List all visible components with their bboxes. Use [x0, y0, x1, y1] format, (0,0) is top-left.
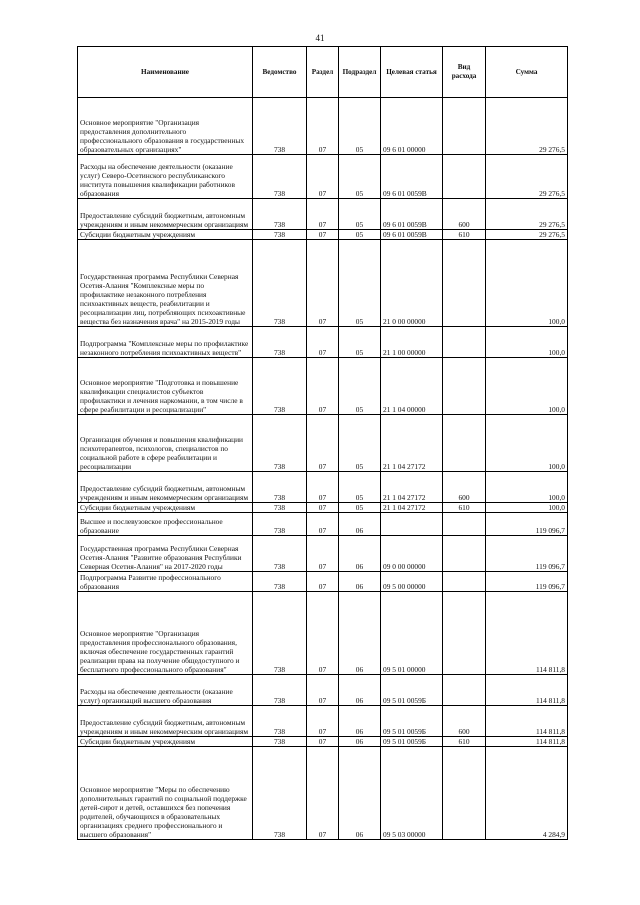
- row-vedomstvo: 738: [253, 199, 307, 230]
- row-vedomstvo: 738: [253, 706, 307, 737]
- row-razdel: 07: [307, 155, 339, 199]
- row-name: Подпрограмма "Комплексные меры по профилактике незаконного потребления психоактивных веществ": [78, 327, 253, 358]
- row-celevaya-statya: 09 6 01 0059В: [381, 230, 443, 240]
- row-celevaya-statya: [381, 513, 443, 536]
- row-name: Государственная программа Республики Северная Осетия-Алания "Комплексные меры по профилактике незаконного потребления психоактивных веществ, реабилитации и ресоциализации лиц, потребляющих психоактивные вещества без назначения врача" на 2015-2019 годы: [78, 240, 253, 327]
- row-razdel: 07: [307, 675, 339, 706]
- budget-table: [77, 46, 568, 840]
- row-celevaya-statya: 09 0 00 00000: [381, 536, 443, 572]
- table-row: [78, 327, 568, 358]
- row-name: Основное мероприятие "Организация предоставления профессионального образования, включая обеспечение государственных гарантий реализации права на получение общедоступного и бесплатного профессионального образования": [78, 592, 253, 675]
- row-vid-raskhoda: [443, 415, 486, 472]
- row-summa: 114 811,8: [486, 592, 568, 675]
- row-vid-raskhoda: 600: [443, 199, 486, 230]
- row-summa: 114 811,8: [486, 675, 568, 706]
- row-name: Субсидии бюджетным учреждениям: [78, 503, 253, 513]
- row-vid-raskhoda: 610: [443, 503, 486, 513]
- table-row: [78, 155, 568, 199]
- row-vid-raskhoda: [443, 240, 486, 327]
- row-vedomstvo: 738: [253, 240, 307, 327]
- header-vedomstvo: Ведомство: [253, 47, 307, 98]
- row-summa: 100,0: [486, 240, 568, 327]
- row-vid-raskhoda: [443, 747, 486, 840]
- row-summa: 119 096,7: [486, 513, 568, 536]
- row-celevaya-statya: 09 5 01 00000: [381, 592, 443, 675]
- row-name: Расходы на обеспечение деятельности (оказание услуг) Северо-Осетинского республиканского института повышения квалификации работников образования: [78, 155, 253, 199]
- row-vid-raskhoda: [443, 572, 486, 592]
- header-celevaya-statya: Целевая статья: [381, 47, 443, 98]
- row-podrazdel: 05: [339, 358, 381, 415]
- row-podrazdel: 05: [339, 503, 381, 513]
- row-celevaya-statya: 21 1 04 27172: [381, 472, 443, 503]
- table-row: [78, 503, 568, 513]
- row-razdel: 07: [307, 503, 339, 513]
- row-vedomstvo: 738: [253, 747, 307, 840]
- row-vedomstvo: 738: [253, 98, 307, 155]
- header-summa: Сумма: [486, 47, 568, 98]
- row-name: Субсидии бюджетным учреждениям: [78, 737, 253, 747]
- row-summa: 29 276,5: [486, 230, 568, 240]
- row-vid-raskhoda: [443, 327, 486, 358]
- row-summa: 100,0: [486, 472, 568, 503]
- row-name: Предоставление субсидий бюджетным, автономным учреждениям и иным некоммерческим организациям: [78, 472, 253, 503]
- row-razdel: 07: [307, 706, 339, 737]
- table-row: [78, 472, 568, 503]
- row-name: Основное мероприятие "Организация предоставления дополнительного профессионального образования в государственных образовательных организациях": [78, 98, 253, 155]
- row-podrazdel: 06: [339, 513, 381, 536]
- table-row: [78, 98, 568, 155]
- table-row: [78, 706, 568, 737]
- row-podrazdel: 06: [339, 592, 381, 675]
- table-body: [78, 98, 568, 840]
- row-razdel: 07: [307, 536, 339, 572]
- row-podrazdel: 06: [339, 737, 381, 747]
- header-razdel: Раздел: [307, 47, 339, 98]
- row-podrazdel: 05: [339, 199, 381, 230]
- row-vedomstvo: 738: [253, 327, 307, 358]
- row-vid-raskhoda: [443, 592, 486, 675]
- row-summa: 114 811,8: [486, 706, 568, 737]
- row-celevaya-statya: 21 1 04 27172: [381, 503, 443, 513]
- header-podrazdel: Подраздел: [339, 47, 381, 98]
- row-podrazdel: 05: [339, 327, 381, 358]
- table-row: [78, 415, 568, 472]
- row-summa: 100,0: [486, 358, 568, 415]
- row-vedomstvo: 738: [253, 513, 307, 536]
- row-razdel: 07: [307, 592, 339, 675]
- row-vedomstvo: 738: [253, 503, 307, 513]
- row-vid-raskhoda: 610: [443, 737, 486, 747]
- row-celevaya-statya: 09 6 01 0059В: [381, 155, 443, 199]
- row-celevaya-statya: 21 1 04 00000: [381, 358, 443, 415]
- row-name: Основное мероприятие "Подготовка и повышение квалификации специалистов субъектов профилактики и лечения наркомании, в том числе в сфере реабилитации и ресоциализации": [78, 358, 253, 415]
- row-celevaya-statya: 21 1 00 00000: [381, 327, 443, 358]
- table-row: [78, 199, 568, 230]
- row-podrazdel: 06: [339, 706, 381, 737]
- row-celevaya-statya: 09 5 00 00000: [381, 572, 443, 592]
- row-name: Высшее и послевузовское профессиональное образование: [78, 513, 253, 536]
- row-summa: 114 811,8: [486, 737, 568, 747]
- table-row: [78, 240, 568, 327]
- row-name: Подпрограмма Развитие профессионального образования: [78, 572, 253, 592]
- table-row: [78, 747, 568, 840]
- row-celevaya-statya: 21 1 04 27172: [381, 415, 443, 472]
- row-name: Основное мероприятие "Меры по обеспечению дополнительных гарантий по социальной поддержке детей-сирот и детей, оставшихся без попечения родителей, обучающихся в образовательных организациях среднего профессионального и высшего образования": [78, 747, 253, 840]
- row-podrazdel: 05: [339, 230, 381, 240]
- row-name: Субсидии бюджетным учреждениям: [78, 230, 253, 240]
- row-podrazdel: 06: [339, 747, 381, 840]
- row-razdel: 07: [307, 415, 339, 472]
- row-vedomstvo: 738: [253, 415, 307, 472]
- row-razdel: 07: [307, 240, 339, 327]
- row-podrazdel: 06: [339, 536, 381, 572]
- row-vedomstvo: 738: [253, 358, 307, 415]
- header-vid-raskhoda: Вид расхода: [443, 47, 486, 98]
- table-row: [78, 675, 568, 706]
- row-vedomstvo: 738: [253, 155, 307, 199]
- table-row: [78, 513, 568, 536]
- row-vid-raskhoda: [443, 155, 486, 199]
- row-celevaya-statya: 09 6 01 00000: [381, 98, 443, 155]
- table-row: [78, 536, 568, 572]
- row-podrazdel: 05: [339, 472, 381, 503]
- row-name: Предоставление субсидий бюджетным, автономным учреждениям и иным некоммерческим организациям: [78, 199, 253, 230]
- row-summa: 29 276,5: [486, 155, 568, 199]
- row-vid-raskhoda: [443, 675, 486, 706]
- row-razdel: 07: [307, 513, 339, 536]
- table-header: [78, 47, 568, 98]
- row-vedomstvo: 738: [253, 536, 307, 572]
- row-name: Расходы на обеспечение деятельности (оказание услуг) организаций высшего образования: [78, 675, 253, 706]
- row-vedomstvo: 738: [253, 230, 307, 240]
- row-vid-raskhoda: [443, 98, 486, 155]
- table-row: [78, 737, 568, 747]
- row-razdel: 07: [307, 358, 339, 415]
- row-name: Государственная программа Республики Северная Осетия-Алания "Развитие образования Республики Северная Осетия-Алания" на 2017-2020 годы: [78, 536, 253, 572]
- table-row: [78, 572, 568, 592]
- page-number: 41: [315, 33, 325, 43]
- row-vedomstvo: 738: [253, 737, 307, 747]
- row-summa: 100,0: [486, 415, 568, 472]
- table-row: [78, 592, 568, 675]
- row-summa: 29 276,5: [486, 98, 568, 155]
- row-podrazdel: 05: [339, 98, 381, 155]
- row-vid-raskhoda: [443, 358, 486, 415]
- row-summa: 29 276,5: [486, 199, 568, 230]
- row-vid-raskhoda: 600: [443, 706, 486, 737]
- row-razdel: 07: [307, 230, 339, 240]
- row-celevaya-statya: 09 5 03 00000: [381, 747, 443, 840]
- row-vid-raskhoda: [443, 513, 486, 536]
- row-vid-raskhoda: 600: [443, 472, 486, 503]
- row-vedomstvo: 738: [253, 472, 307, 503]
- row-name: Организация обучения и повышения квалификации психотерапевтов, психологов, специалистов по социальной работе в сфере реабилитации и ресоциализации: [78, 415, 253, 472]
- row-razdel: 07: [307, 327, 339, 358]
- row-celevaya-statya: 09 6 01 0059В: [381, 199, 443, 230]
- row-razdel: 07: [307, 472, 339, 503]
- row-razdel: 07: [307, 98, 339, 155]
- row-razdel: 07: [307, 572, 339, 592]
- row-razdel: 07: [307, 747, 339, 840]
- row-vid-raskhoda: 610: [443, 230, 486, 240]
- row-razdel: 07: [307, 199, 339, 230]
- row-summa: 4 284,9: [486, 747, 568, 840]
- header-name: Наименование: [78, 47, 253, 98]
- row-summa: 119 096,7: [486, 572, 568, 592]
- row-celevaya-statya: 21 0 00 00000: [381, 240, 443, 327]
- row-podrazdel: 06: [339, 572, 381, 592]
- row-vid-raskhoda: [443, 536, 486, 572]
- row-vedomstvo: 738: [253, 592, 307, 675]
- row-podrazdel: 05: [339, 155, 381, 199]
- row-vedomstvo: 738: [253, 675, 307, 706]
- row-celevaya-statya: 09 5 01 0059Б: [381, 737, 443, 747]
- row-name: Предоставление субсидий бюджетным, автономным учреждениям и иным некоммерческим организациям: [78, 706, 253, 737]
- table-row: [78, 358, 568, 415]
- table-row: [78, 230, 568, 240]
- row-podrazdel: 05: [339, 415, 381, 472]
- row-summa: 119 096,7: [486, 536, 568, 572]
- row-podrazdel: 05: [339, 240, 381, 327]
- row-summa: 100,0: [486, 327, 568, 358]
- row-vedomstvo: 738: [253, 572, 307, 592]
- row-razdel: 07: [307, 737, 339, 747]
- row-celevaya-statya: 09 5 01 0059Б: [381, 706, 443, 737]
- row-podrazdel: 06: [339, 675, 381, 706]
- row-summa: 100,0: [486, 503, 568, 513]
- row-celevaya-statya: 09 5 01 0059Б: [381, 675, 443, 706]
